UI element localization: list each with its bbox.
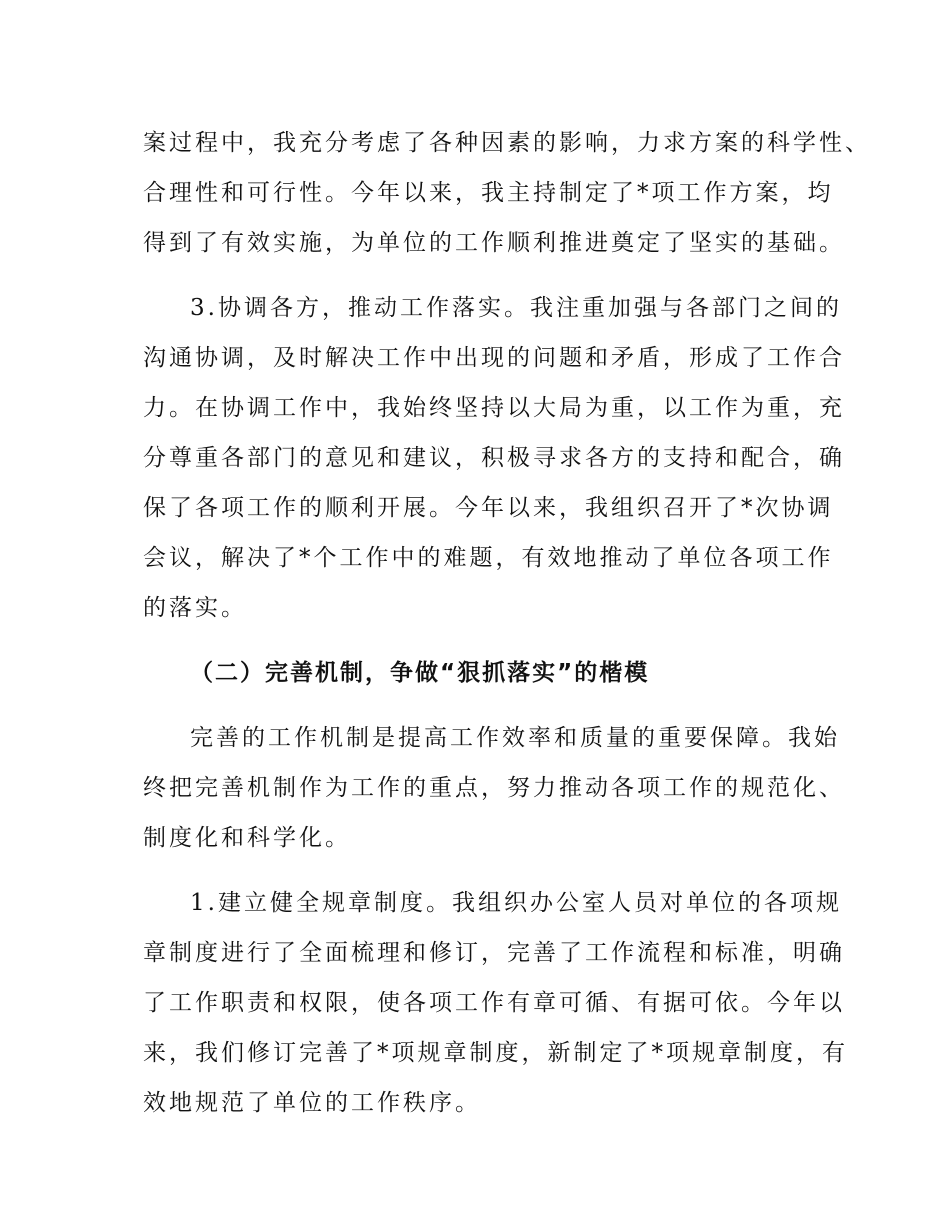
- text-line: 保了各项工作的顺利开展。今年以来，我组织召开了*次协调: [143, 495, 834, 521]
- text-line: 合理性和可行性。今年以来，我主持制定了*项工作方案，均: [143, 180, 834, 206]
- text-line: 了工作职责和权限，使各项工作有章可循、有据可依。今年以: [143, 990, 845, 1016]
- text-line: 的落实。: [143, 595, 247, 621]
- text-line: 终把完善机制作为工作的重点，努力推动各项工作的规范化、: [143, 775, 845, 801]
- text-line: 分尊重各部门的意见和建议，积极寻求各方的支持和配合，确: [143, 445, 845, 471]
- text-line: 完善的工作机制是提高工作效率和质量的重要保障。我始: [190, 725, 840, 751]
- text-line: 会议，解决了*个工作中的难题，有效地推动了单位各项工作: [143, 545, 834, 571]
- text-line: 得到了有效实施，为单位的工作顺利推进奠定了坚实的基础。: [143, 230, 845, 256]
- text-line: 效地规范了单位的工作秩序。: [143, 1090, 481, 1116]
- text-line: 力。在协调工作中，我始终坚持以大局为重，以工作为重，充: [143, 395, 845, 421]
- text-line: 制度化和科学化。: [143, 825, 351, 851]
- text-line: 1.建立健全规章制度。我组织办公室人员对单位的各项规: [190, 890, 842, 916]
- text-line: 来，我们修订完善了*项规章制度，新制定了*项规章制度，有: [143, 1040, 848, 1066]
- text-line: 沟通协调，及时解决工作中出现的问题和矛盾，形成了工作合: [143, 345, 845, 371]
- section-heading: （二）完善机制，争做“狠抓落实”的楷模: [190, 660, 650, 686]
- text-line: 案过程中，我充分考虑了各种因素的影响，力求方案的科学性、: [143, 130, 871, 156]
- text-line: 章制度进行了全面梳理和修订，完善了工作流程和标准，明确: [143, 940, 845, 966]
- text-line: 3.协调各方，推动工作落实。我注重加强与各部门之间的: [190, 295, 842, 321]
